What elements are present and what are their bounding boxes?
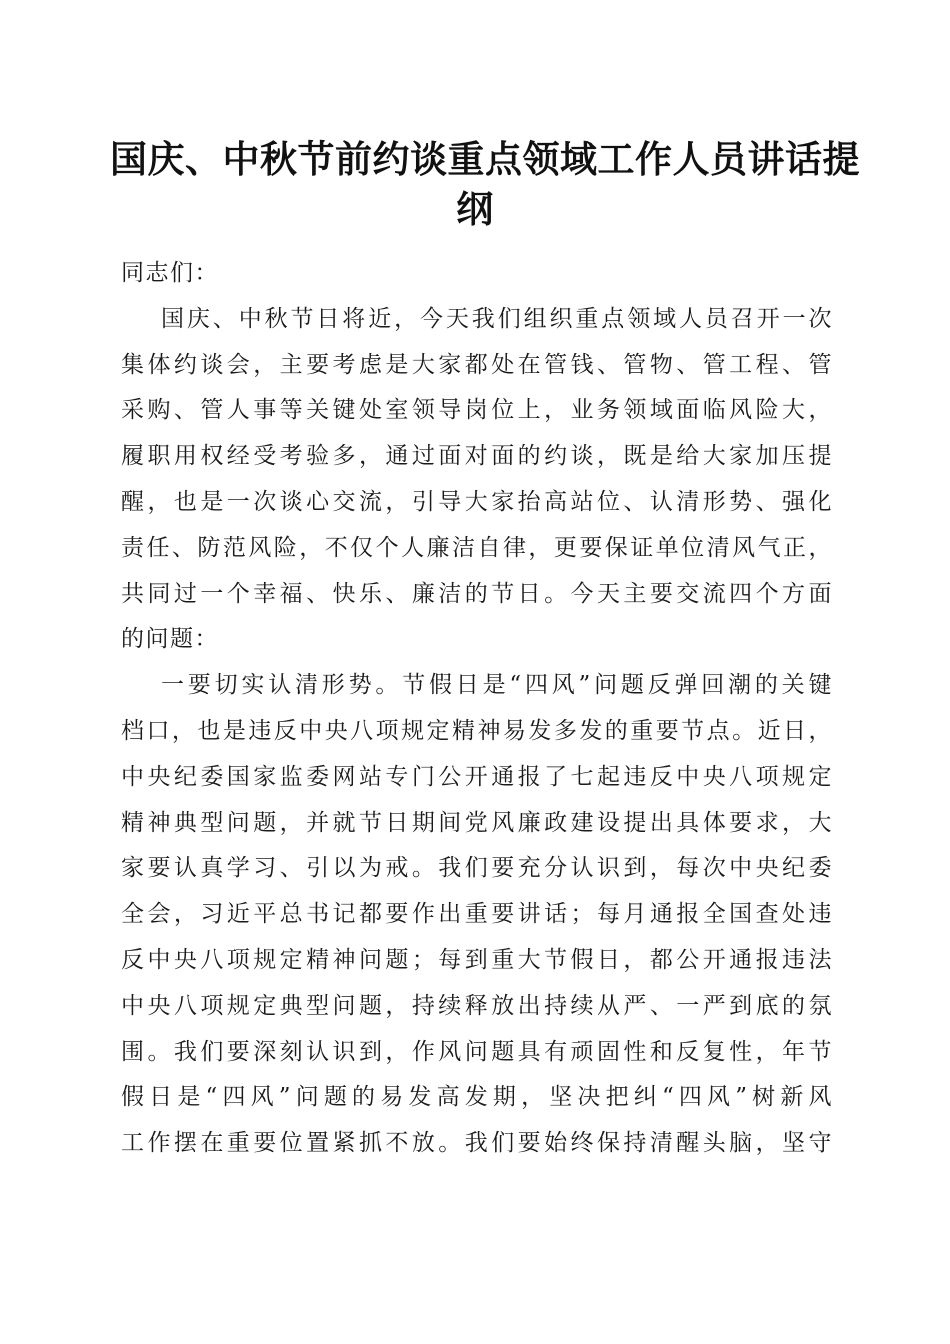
paragraph-1-line-1: 国庆、中秋节日将近，今天我们组织重点领域人员召开一次 [161,305,833,332]
paragraph-2-line-8: 中央八项规定典型问题，持续释放出持续从严、一严到底的氛 [121,992,833,1019]
greeting: 同志们： [121,260,219,286]
paragraph-2 [121,663,833,1167]
paragraph-2-line-11: 工作摆在重要位置紧抓不放。我们要始终保持清醒头脑，坚守 [121,1130,833,1157]
paragraph-2-line-6: 全会，习近平总书记都要作出重要讲话；每月通报全国查处违 [121,901,833,928]
paragraph-2-line-4: 精神典型问题，并就节日期间党风廉政建设提出具体要求，大 [121,809,833,836]
paragraph-2-line-10: 假日是“四风”问题的易发高发期，坚决把纠“四风”树新风 [121,1084,833,1111]
paragraph-1-line-6: 责任、防范风险，不仅个人廉洁自律，更要保证单位清风气正， [121,534,833,561]
title-line-1: 国庆、中秋节前约谈重点领域工作人员讲话提 [110,137,860,181]
paragraph-2-line-9: 围。我们要深刻认识到，作风问题具有顽固性和反复性，年节 [121,1038,833,1065]
paragraph-1-line-3: 采购、管人事等关键处室领导岗位上，业务领域面临风险大， [121,397,833,424]
document-body [121,251,833,1167]
paragraph-1-line-4: 履职用权经受考验多，通过面对面的约谈，既是给大家加压提 [121,443,833,470]
paragraph-1-line-5: 醒，也是一次谈心交流，引导大家抬高站位、认清形势、强化 [121,488,833,515]
paragraph-2-line-5: 家要认真学习、引以为戒。我们要充分认识到，每次中央纪委 [121,855,833,882]
paragraph-2-line-7: 反中央八项规定精神问题；每到重大节假日，都公开通报违法 [121,946,833,973]
document-title [110,134,860,234]
paragraph-1-line-7: 共同过一个幸福、快乐、廉洁的节日。今天主要交流四个方面 [121,580,833,607]
title-line-2: 纲 [456,187,494,231]
paragraph-2-line-1: 一要切实认清形势。节假日是“四风”问题反弹回潮的关键 [161,672,833,699]
paragraph-1-line-2: 集体约谈会，主要考虑是大家都处在管钱、管物、管工程、管 [121,351,833,378]
paragraph-2-line-3: 中央纪委国家监委网站专门公开通报了七起违反中央八项规定 [121,763,833,790]
paragraph-1 [121,297,833,663]
paragraph-1-line-8: 的问题： [121,626,219,653]
paragraph-2-line-2: 档口，也是违反中央八项规定精神易发多发的重要节点。近日， [121,717,833,744]
